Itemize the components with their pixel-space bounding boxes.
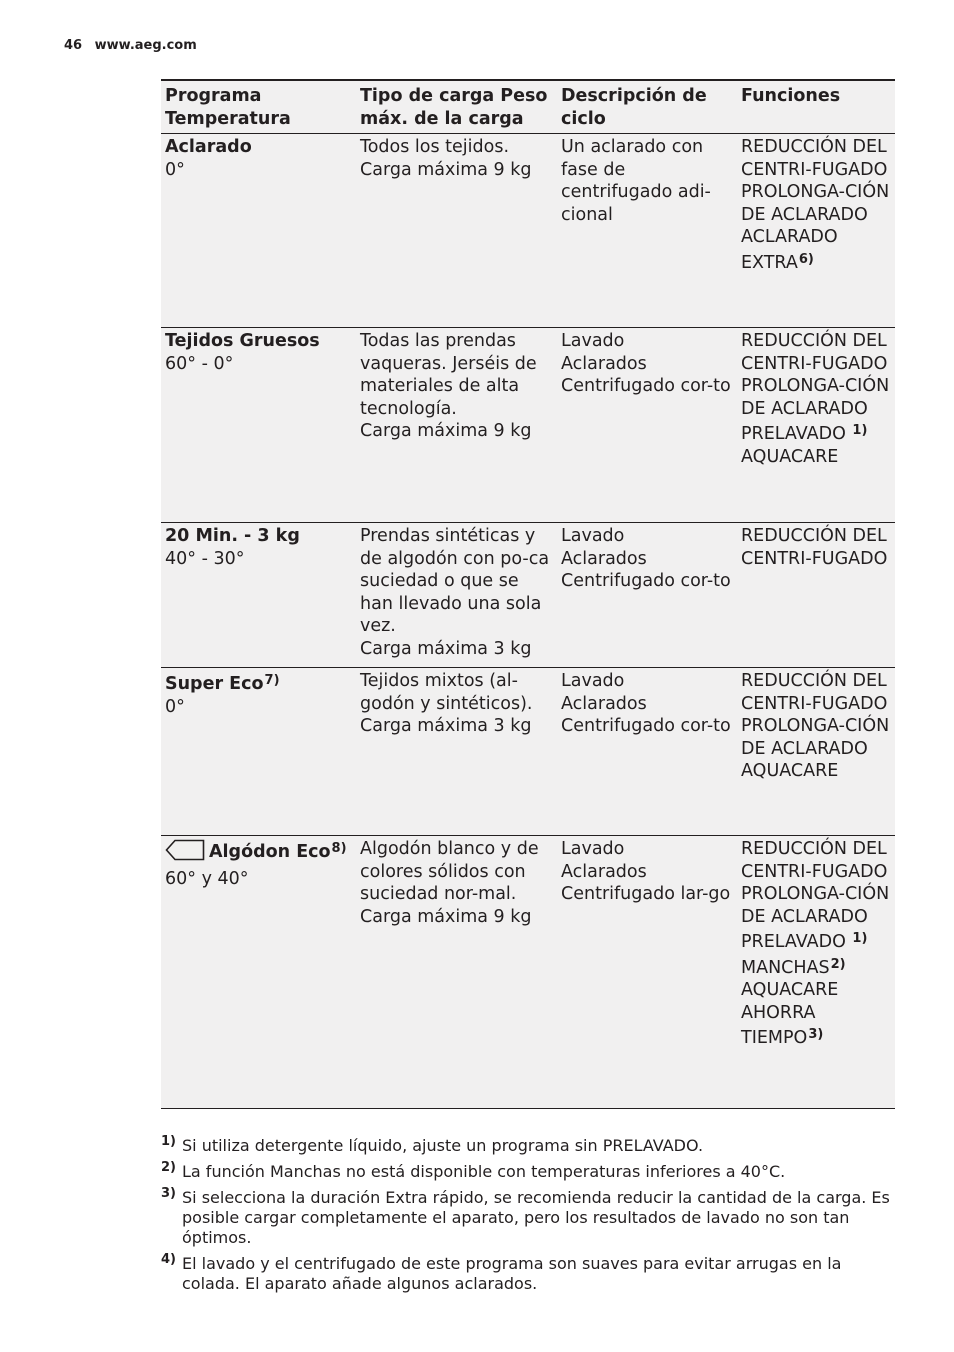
- function-label: MANCHAS: [741, 957, 830, 978]
- function-label: AQUACARE: [741, 980, 839, 1000]
- footnote-ref: 1): [852, 931, 868, 946]
- footnote-mark: 2): [161, 1160, 176, 1175]
- program-temperature: 40° - 30°: [165, 548, 245, 569]
- load-text: Carga máxima 3 kg: [360, 716, 532, 736]
- functions-cell: [737, 328, 895, 523]
- description-cell: [557, 134, 737, 328]
- function-label: REDUCCIÓN DEL CENTRI-FUGADO: [741, 671, 888, 714]
- load-cell: [356, 836, 557, 1109]
- table-row: [161, 836, 895, 1109]
- description-text: Aclarados: [561, 861, 647, 882]
- function-label: AQUACARE: [741, 446, 839, 467]
- function-item: [741, 375, 891, 420]
- function-label: PROLONGA-CIÓN DE ACLARADO: [741, 716, 890, 759]
- function-item: [741, 715, 891, 760]
- website-url[interactable]: www.aeg.com: [94, 38, 197, 53]
- program-name: [165, 838, 352, 868]
- page-number: 46: [64, 38, 83, 53]
- program-name: [165, 670, 352, 696]
- description-text: Aclarados: [561, 353, 647, 374]
- footnote-text: La función Manchas no está disponible con temperaturas inferiores a 40°C.: [182, 1162, 786, 1181]
- function-item: [741, 1002, 891, 1050]
- description-text: Aclarados: [561, 693, 647, 714]
- function-item: [741, 760, 891, 783]
- footnote: [161, 1162, 895, 1182]
- description-text: Lavado: [561, 331, 625, 351]
- footnote-mark: 4): [161, 1252, 176, 1267]
- description-text: Aclarados: [561, 548, 647, 569]
- table-row: [161, 134, 895, 328]
- description-cell: [557, 668, 737, 836]
- functions-cell: [737, 836, 895, 1109]
- description-text: Lavado: [561, 839, 625, 859]
- function-item: [741, 525, 891, 570]
- function-item: [741, 928, 891, 954]
- description-text: Lavado: [561, 671, 625, 691]
- function-label: PROLONGA-CIÓN DE ACLARADO: [741, 182, 890, 225]
- function-label: REDUCCIÓN DEL CENTRI-FUGADO: [741, 526, 888, 569]
- program-temperature: 0°: [165, 696, 185, 717]
- header-description: Descripción de ciclo: [557, 80, 737, 134]
- function-label: REDUCCIÓN DEL CENTRI-FUGADO: [741, 331, 888, 374]
- function-label: AHORRA TIEMPO: [741, 1002, 816, 1048]
- functions-cell: [737, 668, 895, 836]
- description-text: Centrifugado cor-to: [561, 376, 731, 396]
- footnote-ref: 8): [331, 841, 347, 856]
- function-label: REDUCCIÓN DEL CENTRI-FUGADO: [741, 839, 888, 882]
- load-cell: [356, 134, 557, 328]
- footnotes: [161, 1136, 895, 1300]
- load-text: Carga máxima 3 kg: [360, 638, 532, 659]
- program-cell: [161, 328, 356, 523]
- eco-label-icon: [165, 839, 205, 868]
- program-temperature: 0°: [165, 159, 185, 180]
- footnote-ref: 1): [852, 423, 868, 438]
- program-cell: [161, 668, 356, 836]
- footnote-ref: 6): [798, 251, 814, 267]
- load-text: Prendas sintéticas y de algodón con po-ca suciedad o que se han llevado una sola vez.: [360, 526, 550, 636]
- load-text: Tejidos mixtos (al-godón y sintéticos).: [360, 671, 533, 714]
- function-item: [741, 136, 891, 181]
- description-text: Un aclarado con fase de centrifugado adi-cional: [561, 137, 711, 225]
- program-name: Tejidos Gruesos: [165, 331, 320, 351]
- table-row: [161, 328, 895, 523]
- description-text: Centrifugado cor-to: [561, 716, 731, 736]
- load-text: Carga máxima 9 kg: [360, 159, 532, 180]
- footnote: [161, 1136, 895, 1156]
- function-item: [741, 838, 891, 883]
- footnote-ref: 3): [808, 1027, 824, 1042]
- function-label: PRELAVADO: [741, 424, 852, 444]
- program-name-text: Super Eco: [165, 674, 264, 694]
- footnote-text: Si utiliza detergente líquido, ajuste un programa sin PRELAVADO.: [182, 1136, 704, 1155]
- footnote-mark: 1): [161, 1134, 176, 1149]
- function-label: PROLONGA-CIÓN DE ACLARADO: [741, 884, 890, 927]
- function-item: [741, 670, 891, 715]
- description-text: Lavado: [561, 526, 625, 546]
- table-row: [161, 668, 895, 836]
- function-item: [741, 181, 891, 226]
- load-cell: [356, 328, 557, 523]
- load-text: Todos los tejidos.: [360, 137, 510, 157]
- footnote: [161, 1188, 895, 1248]
- function-label: PROLONGA-CIÓN DE ACLARADO: [741, 376, 890, 419]
- page-header: [64, 38, 197, 53]
- function-label: AQUACARE: [741, 761, 839, 781]
- function-label: ACLARADO EXTRA: [741, 227, 838, 273]
- function-item: [741, 226, 891, 274]
- load-cell: [356, 668, 557, 836]
- programs-table: [161, 79, 895, 1109]
- program-name-text: Algódon Eco: [209, 842, 331, 862]
- footnote-ref: 7): [264, 673, 280, 688]
- function-item: [741, 954, 891, 980]
- function-item: [741, 420, 891, 446]
- program-name: Aclarado: [165, 137, 252, 157]
- function-label: REDUCCIÓN DEL CENTRI-FUGADO: [741, 137, 888, 180]
- program-cell: [161, 134, 356, 328]
- footnote-text: El lavado y el centrifugado de este programa son suaves para evitar arrugas en la colada. El aparato añade algunos aclarados.: [182, 1254, 842, 1293]
- description-cell: [557, 836, 737, 1109]
- program-temperature: 60° y 40°: [165, 868, 249, 889]
- description-cell: [557, 328, 737, 523]
- program-cell: [161, 836, 356, 1109]
- header-functions: Funciones: [737, 80, 895, 134]
- table-header-row: [161, 80, 895, 134]
- footnote: [161, 1254, 895, 1294]
- footnote-text: Si selecciona la duración Extra rápido, se recomienda reducir la cantidad de la carga. Es posible cargar completamente el aparato, pero los resultados de lavado no son tan óptimos.: [182, 1188, 890, 1247]
- description-cell: [557, 523, 737, 668]
- description-text: Centrifugado lar-go: [561, 884, 731, 904]
- function-item: [741, 446, 891, 469]
- program-cell: [161, 523, 356, 668]
- load-text: Carga máxima 9 kg: [360, 421, 532, 441]
- footnote-mark: 3): [161, 1186, 176, 1201]
- table-row: [161, 523, 895, 668]
- functions-cell: [737, 134, 895, 328]
- description-text: Centrifugado cor-to: [561, 571, 731, 591]
- function-label: PRELAVADO: [741, 932, 852, 952]
- program-name: 20 Min. - 3 kg: [165, 526, 300, 546]
- load-text: Todas las prendas vaqueras. Jerséis de materiales de alta tecnología.: [360, 331, 537, 419]
- function-item: [741, 883, 891, 928]
- load-text: Algodón blanco y de colores sólidos con suciedad nor-mal.: [360, 839, 539, 904]
- footnote-ref: 2): [830, 956, 846, 972]
- load-text: Carga máxima 9 kg: [360, 906, 532, 927]
- function-item: [741, 979, 891, 1002]
- header-load: Tipo de carga Peso máx. de la carga: [356, 80, 557, 134]
- functions-cell: [737, 523, 895, 668]
- program-temperature: 60° - 0°: [165, 353, 234, 374]
- header-program: Programa Temperatura: [161, 80, 356, 134]
- function-item: [741, 330, 891, 375]
- load-cell: [356, 523, 557, 668]
